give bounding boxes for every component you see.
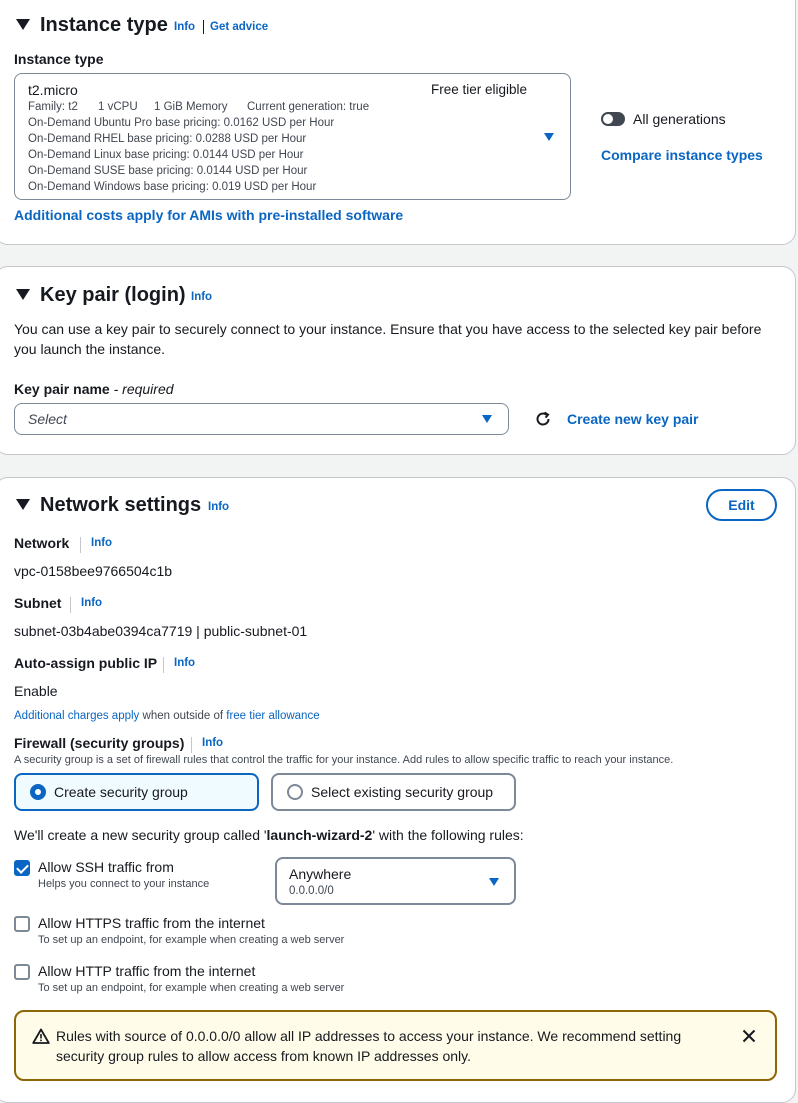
new-security-group-note [14, 827, 524, 843]
instance-type-field-label: Instance type [14, 51, 104, 67]
network-info-link[interactable]: Info [91, 537, 113, 549]
instance-family: Family: t2 [28, 101, 78, 113]
select-existing-security-group-option[interactable] [271, 773, 516, 811]
pricing-line: On-Demand Ubuntu Pro base pricing: 0.0162 USD per Hour [28, 117, 335, 129]
instance-memory: 1 GiB Memory [154, 101, 228, 113]
free-tier-link[interactable]: free tier allowance [226, 710, 320, 722]
required-tag: - required [109, 381, 174, 397]
instance-generation: Current generation: true [247, 101, 370, 113]
pricing-line: On-Demand Linux base pricing: 0.0144 USD per Hour [28, 149, 304, 161]
pricing-line: On-Demand SUSE base pricing: 0.0144 USD per Hour [28, 165, 308, 177]
create-security-group-label: Create security group [54, 784, 188, 800]
dropdown-arrow-icon [544, 133, 554, 141]
http-rule-label: Allow HTTP traffic from the internet [38, 963, 256, 979]
pricing-line: On-Demand Windows base pricing: 0.019 USD per Hour [28, 181, 317, 193]
ssh-source-select[interactable] [275, 857, 516, 905]
instance-vcpu: 1 vCPU [98, 101, 138, 113]
divider [80, 537, 81, 553]
all-generations-label: All generations [633, 111, 726, 127]
refresh-icon[interactable] [534, 410, 552, 428]
charges-note [14, 710, 320, 722]
select-existing-security-group-label: Select existing security group [311, 784, 494, 800]
network-label: Network [14, 535, 70, 551]
collapse-caret-icon[interactable] [16, 19, 30, 30]
new-sg-name: launch-wizard-2 [266, 827, 373, 843]
create-security-group-option[interactable] [14, 773, 259, 811]
key-pair-select-placeholder: Select [28, 411, 67, 427]
https-rule-label: Allow HTTPS traffic from the internet [38, 915, 265, 931]
https-rule-description: To set up an endpoint, for example when creating a web server [38, 934, 345, 946]
subnet-info-link[interactable]: Info [81, 597, 103, 609]
dropdown-arrow-icon [489, 878, 499, 886]
key-pair-select[interactable] [14, 403, 509, 435]
instance-type-name: t2.micro [28, 82, 78, 98]
warning-icon [32, 1028, 50, 1044]
https-checkbox[interactable] [14, 916, 30, 932]
charges-text: when outside of [139, 710, 227, 722]
create-key-pair-link[interactable]: Create new key pair [567, 411, 699, 427]
instance-type-select[interactable] [14, 73, 571, 200]
close-icon[interactable] [742, 1029, 756, 1043]
compare-instance-types-link[interactable]: Compare instance types [601, 147, 763, 163]
new-sg-suffix: ' with the following rules: [372, 827, 524, 843]
firewall-label: Firewall (security groups) [14, 735, 185, 751]
key-pair-description: You can use a key pair to securely connect to your instance. Ensure that you have access to the selected key pair before [14, 321, 762, 337]
dropdown-arrow-icon [482, 415, 492, 423]
divider [163, 657, 164, 673]
http-checkbox[interactable] [14, 964, 30, 980]
instance-type-info-link[interactable]: Info [174, 21, 196, 33]
divider [70, 597, 71, 613]
public-ip-info-link[interactable]: Info [174, 657, 196, 669]
additional-charges-link[interactable]: Additional charges apply [14, 710, 140, 722]
subnet-value: subnet-03b4abe0394ca7719 | public-subnet-01 [14, 623, 308, 639]
ssh-rule-label: Allow SSH traffic from [38, 859, 174, 875]
firewall-description: A security group is a set of firewall rules that control the traffic for your instance. Add rules to allow specific traffic to reach your instance. [14, 754, 674, 766]
warning-text-2: security group rules to allow access from known IP addresses only. [56, 1048, 472, 1064]
get-advice-link[interactable]: Get advice [210, 21, 269, 33]
warning-text: Rules with source of 0.0.0.0/0 allow all IP addresses to access your instance. We recommend setting [56, 1028, 682, 1044]
additional-costs-link[interactable]: Additional costs apply for AMIs with pre-installed software [14, 207, 404, 223]
key-pair-info-link[interactable]: Info [191, 291, 213, 303]
key-pair-description-2: you launch the instance. [14, 341, 165, 357]
new-sg-prefix: We'll create a new security group called ' [14, 827, 267, 843]
ssh-source-value: Anywhere [289, 866, 352, 882]
radio-unselected-icon [287, 784, 303, 800]
divider [191, 737, 192, 753]
ssh-checkbox[interactable] [14, 860, 30, 876]
ssh-rule-description: Helps you connect to your instance [38, 878, 210, 890]
edit-button[interactable]: Edit [706, 489, 777, 521]
collapse-caret-icon[interactable] [16, 289, 30, 300]
key-pair-name-label: Key pair name [14, 381, 110, 397]
public-ip-value: Enable [14, 683, 58, 699]
all-generations-toggle[interactable] [601, 112, 625, 126]
firewall-info-link[interactable]: Info [202, 737, 224, 749]
network-value: vpc-0158bee9766504c1b [14, 563, 173, 579]
network-settings-info-link[interactable]: Info [208, 501, 230, 513]
public-ip-label: Auto-assign public IP [14, 655, 158, 671]
key-pair-field-label [14, 381, 174, 397]
ssh-source-cidr: 0.0.0.0/0 [289, 885, 334, 897]
network-settings-heading: Network settings [40, 494, 202, 516]
subnet-label: Subnet [14, 595, 62, 611]
radio-selected-icon [30, 784, 46, 800]
collapse-caret-icon[interactable] [16, 499, 30, 510]
free-tier-badge: Free tier eligible [431, 82, 528, 97]
instance-type-heading: Instance type [40, 14, 168, 36]
warning-alert [14, 1010, 777, 1081]
divider [203, 20, 204, 34]
pricing-line: On-Demand RHEL base pricing: 0.0288 USD per Hour [28, 133, 307, 145]
http-rule-description: To set up an endpoint, for example when creating a web server [38, 982, 345, 994]
key-pair-heading: Key pair (login) [40, 284, 186, 306]
